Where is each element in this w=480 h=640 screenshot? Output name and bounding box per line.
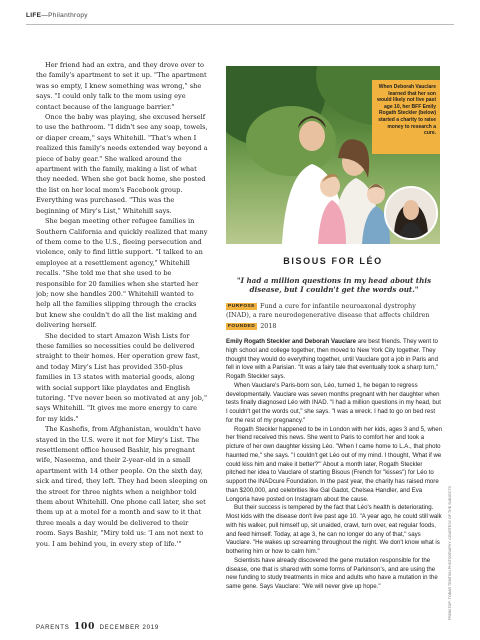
left-paragraph: She decided to start Amazon Wish Lists for these families so necessities could be delivered straight to their homes. Her operation grew fast, and today Miry's List has provided 350-plus families in 13 states with material goods, along with social support like playdates and English tutoring. "I've never been so motivated at any job," says Whitehill. "It gives me more energy to care for my kids.": [36, 331, 207, 423]
photo-credit: FROM TOP: TOBAR TEMTSIN PHOTOGRAPHY. COURTESY OF THE SUBJECTS: [448, 486, 452, 620]
sidebar-paragraph-text: are best friends. They went to high school and college together, then moved to New York City together. They thought they would do everything together, until Vauclare got a job in Paris and fell in love with a Parisian. "It was a fairy tale that eventually took a sharp turn," Rogath Steckler says.: [226, 338, 438, 380]
left-article-column: [36, 60, 208, 608]
portrait-photo: [384, 186, 438, 240]
header-divider: —: [41, 12, 49, 19]
left-paragraph: The Kashefis, from Afghanistan, wouldn't have stayed in the U.S. were it not for Miry's List. The resettlement office housed Bashir, his pregnant wife, Naseema, and their 2-year-old in a small apartment with 14 other people. On the sixth day, sick and tired, they left. They had been sleeping on the street for three nights when a neighbor told them about Whitehill. One phone call later, she set them up at a motel for a month and saw to it that three meals a day would be delivered to their room. Says Bashir, "Miry told us: 'I am not next to you. I am behind you, in every step of life.'": [36, 425, 208, 548]
sidebar-paragraph: [226, 338, 442, 382]
page-number: 100: [73, 622, 96, 632]
page-footer: [36, 622, 159, 632]
sidebar-paragraph: But their success is tempered by the fact that Léo's health is deteriorating. Most kids with the disease don't live past age 10. "A year ago, he could still walk with his walker, pull himself up, sit unaided, crawl, turn over, eat regular foods, and feed himself. Today, at age 3, he can no longer do any of that," says Vauclare. "He wakes up screaming throughout the night. We don't know what is bothering him or how to calm him.": [226, 504, 442, 555]
footer-issue: DECEMBER 2019: [99, 625, 160, 631]
sidebar-title: BISOUS FOR LÉO: [283, 256, 383, 266]
footer-brand: PARENTS: [36, 625, 70, 631]
left-paragraph: She began meeting other refugee families in Southern California and quickly realized that many of them come to the U.S., fleeing persecution and violence, only to find little support. "I talked to an employee at a resettlement agency," Whitehill recalls. "She told me that she used to be responsible for 20 families when she started her job; now she handles 200." Whitehill wanted to help all the families slipping through the cracks but knew she couldn't do all the list making and delivering herself.: [36, 217, 208, 330]
header-rule: [26, 24, 454, 25]
founder-names: Emily Rogath Steckler and Deborah Vauclare: [226, 338, 357, 345]
left-paragraph: Her friend had an extra, and they drove over to the family's apartment to set it up. "The apartment was so empty, I knew something was wrong," she says. "I could only talk to the mom using eye contact because of the language barrier.": [36, 61, 207, 111]
founded-year: 2018: [260, 322, 277, 330]
section-header: [26, 12, 88, 19]
purpose-row: [226, 302, 440, 320]
founded-tag: FOUNDED: [228, 324, 256, 329]
sidebar-paragraph: Scientists have already discovered the gene mutation responsible for the disease, one that is shared with some forms of Parkinson's, and are using the new funding to study treatments in mice and adults who have a mutation in the same gene. Says Vauclare: "We will never give up hope.": [226, 556, 438, 590]
sidebar-paragraph: Rogath Steckler happened to be in London with her kids, ages 3 and 5, when her friend received this news. She went to Paris to comfort her and took a picture of her own daughter kissing Léo. "When I came home to L.A., that photo haunted me," she says. "I couldn't get Léo out of my mind. I thought, 'What if we could kiss him and make it better?'" About a month later, Rogath Steckler pitched her idea to Vauclare of starting Bisous (French for "kisses") for Léo to support the INADcure Foundation. In the past year, the charity has raised more than $200,000, and celebrities like Gal Gadot, Chelsea Handler, and Eva Longoria have posted on Instagram about the cause.: [226, 425, 442, 503]
photo-caption: When Deborah Vauclare learned that her son would likely not live past age 10, her BFF Emily Rogath Steckler (below) started a charity to raise money to research a cure.: [372, 80, 440, 154]
left-paragraph: Once the baby was playing, she excused herself to use the bathroom. "I didn't see any soap, towels, or diaper cream," says Whitehill. "That's when I realized this family's needs extended way beyond a piece of baby gear." She walked around the apartment with the family, making a list of what they needed. When she got back home, she posted the list on her local mom's Facebook group. Everything was purchased. "This was the beginning of Miry's List," Whitehill says.: [36, 113, 208, 215]
section-label: LIFE: [26, 12, 42, 19]
sidebar-body: [226, 338, 442, 614]
subsection-label: Philanthropy: [48, 12, 88, 19]
purpose-text: Fund a cure for infantile neuroaxonal dystrophy (INAD), a rare neurodegenerative disease that affects children: [226, 302, 430, 319]
sidebar-paragraph: When Vauclare's Paris-born son, Léo, turned 1, he began to regress developmentally. Vauclare was seven months pregnant with her daughter when tests finally diagnosed Léo with INAD. "I had a million questions in my head, but I couldn't get the words out," she says. "I was a wreck. I had to go on bed rest for the rest of my pregnancy.": [226, 381, 441, 424]
purpose-tag: PURPOSE: [228, 304, 255, 309]
founded-row: [226, 322, 440, 331]
pull-quote: "I had a million questions in my head about this disease, but I couldn't get the words out.": [236, 276, 432, 295]
portrait-figure: [386, 188, 436, 238]
